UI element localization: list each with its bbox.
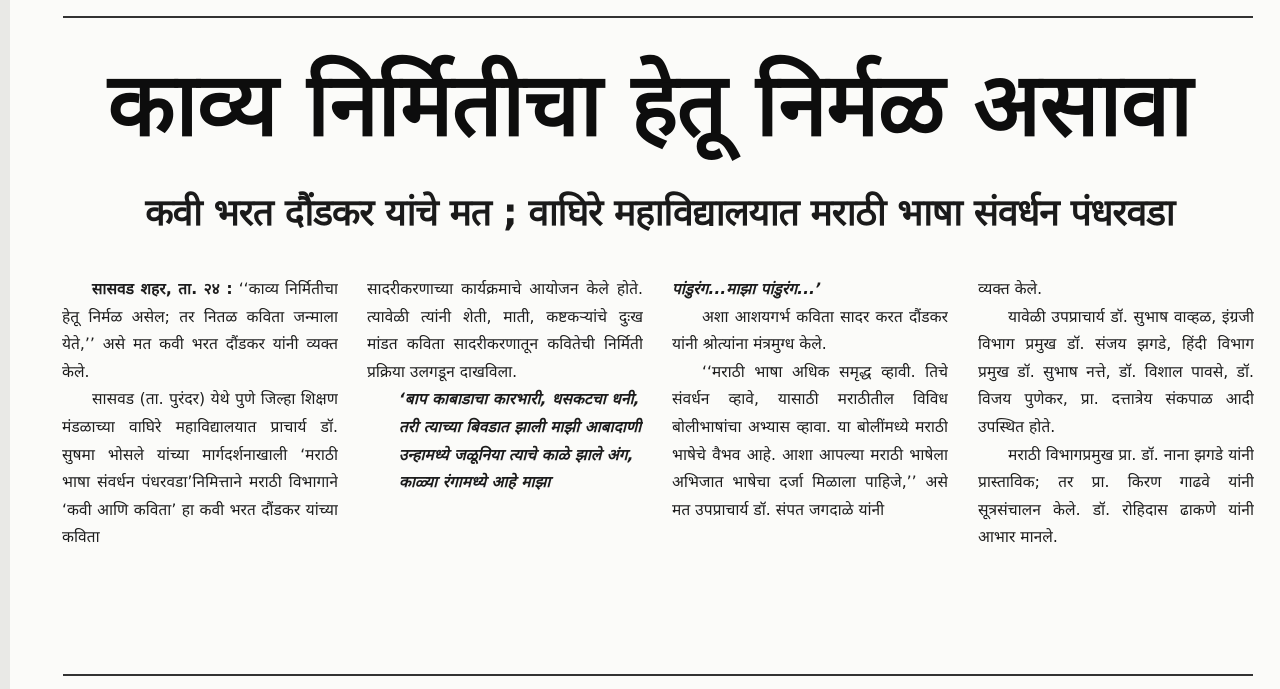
poem-line: तरी त्याच्या बिवडात झाली माझी आबादाणी [399, 417, 642, 436]
article-column-3 [672, 276, 948, 666]
paragraph: सासवड (ता. पुरंदर) येथे पुणे जिल्हा शिक्षण मंडळाच्या वाघिरे महाविद्यालयात प्राचार्य डॉ. सुषमा भोसले यांच्या मार्गदर्शनाखाली ‘मराठी भाषा संवर्धन पंधरवडा’निमित्ताने मराठी विभागाने ‘कवी आणि कविता’ हा कवी भरत दौंडकर यांच्या कविता [62, 390, 338, 547]
article-column-4 [978, 276, 1254, 666]
paragraph: व्यक्त केले. [978, 280, 1043, 298]
paragraph: अशा आशयगर्भ कविता सादर करत दौंडकर यांनी श्रोत्यांना मंत्रमुग्ध केले. [672, 307, 948, 354]
bottom-rule [63, 674, 1253, 676]
article-column-2 [367, 276, 643, 666]
poem-line: उन्हामध्ये जळूनिया त्याचे काळे झाले अंग, [399, 445, 634, 464]
paragraph: मराठी विभागप्रमुख प्रा. डॉ. नाना झगडे यांनी प्रास्ताविक; तर प्रा. किरण गाढवे यांनी सूत्रसंचालन केले. डॉ. रोहिदास ढाकणे यांनी आभार मानले. [978, 445, 1254, 547]
poem-line: पांडुरंग...माझा पांडुरंग...’ [672, 280, 821, 298]
headline: काव्य निर्मितीचा हेतू निर्मळ असावा [108, 53, 1192, 156]
dateline: सासवड शहर, ता. २४ : [92, 280, 233, 298]
poem-line: काळ्या रंगामध्ये आहे माझा [399, 473, 551, 492]
top-rule [63, 16, 1253, 18]
article-column-1 [62, 276, 338, 666]
paragraph: सादरीकरणाच्या कार्यक्रमाचे आयोजन केले होते. त्यावेळी त्यांनी शेती, माती, कष्टकऱ्यांचे दुःख मांडत कविता सादरीकरणातून कवितेची निर्मिती प्रक्रिया उलगडून दाखविला. [367, 280, 643, 381]
poem-line: ‘बाप काबाडाचा कारभारी, धसकटचा धनी, [399, 390, 640, 409]
subheadline: कवी भरत दौंडकर यांचे मत ; वाघिरे महाविद्यालयात मराठी भाषा संवर्धन पंधरवडा [145, 191, 1175, 234]
paragraph: ‘‘काव्य निर्मितीचा हेतू निर्मळ असेल; तर नितळ कविता जन्माला येते,’’ असे मत कवी भरत दौंडकर यांनी व्यक्त केले. [62, 280, 338, 381]
paragraph: यावेळी उपप्राचार्य डॉ. सुभाष वाव्हळ, इंग्रजी विभाग प्रमुख डॉ. संजय झगडे, हिंदी विभाग प्रमुख डॉ. सुभाष नत्ते, डॉ. विशाल पावसे, डॉ. विजय पुणेकर, प्रा. दत्तात्रेय संकपाळ आदी उपस्थित होते. [978, 307, 1254, 436]
page-edge-shadow [0, 0, 10, 689]
paragraph: ‘‘मराठी भाषा अधिक समृद्ध व्हावी. तिचे संवर्धन व्हावे, यासाठी मराठीतील विविध बोलीभाषांचा अभ्यास व्हावा. या बोलींमध्ये मराठी भाषेचे वैभव आहे. आशा आपल्या मराठी भाषेला अभिजात भाषेचा दर्जा मिळाला पाहिजे,’’ असे मत उपप्राचार्य डॉ. संपत जगदाळे यांनी [672, 362, 948, 519]
